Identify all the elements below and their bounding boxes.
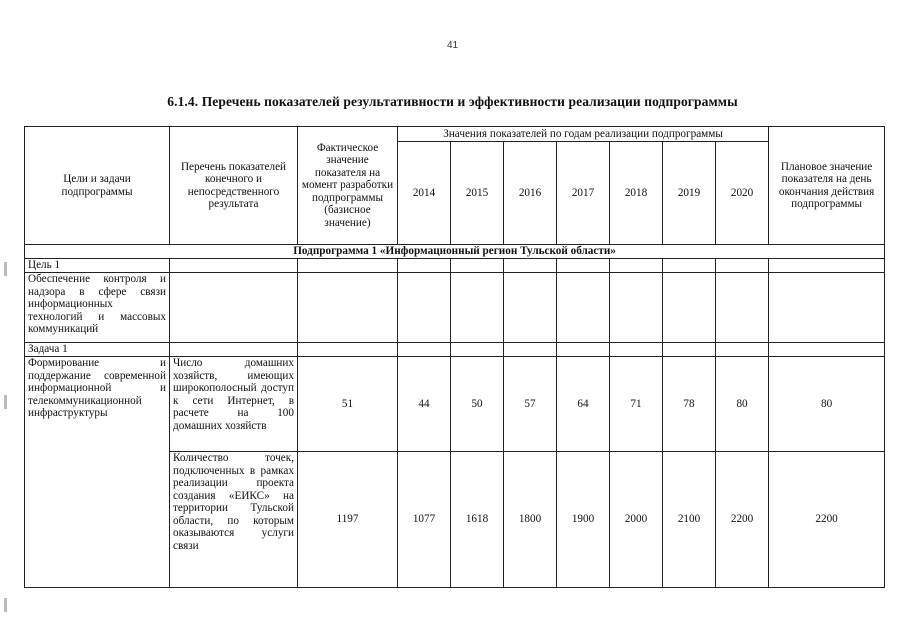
header-years-group: Значения показателей по годам реализации подпрограммы: [398, 127, 769, 142]
year-value-cell: 1800: [504, 452, 557, 588]
actual-value-cell: 1197: [298, 452, 398, 588]
task-label: Задача 1: [25, 343, 170, 357]
year-value-cell: 2200: [716, 452, 769, 588]
year-value-cell: 71: [610, 357, 663, 452]
header-year: 2015: [451, 142, 504, 245]
header-year: 2016: [504, 142, 557, 245]
goal-label: Цель 1: [25, 259, 170, 273]
year-value-cell: 1900: [557, 452, 610, 588]
year-value-cell: 80: [716, 357, 769, 452]
page-title: 6.1.4. Перечень показателей результативности и эффективности реализации подпрограммы: [167, 94, 738, 109]
planned-value-cell: 80: [769, 357, 885, 452]
year-value-cell: 64: [557, 357, 610, 452]
indicators-table: [24, 126, 885, 588]
year-value-cell: 78: [663, 357, 716, 452]
header-year: 2017: [557, 142, 610, 245]
page-number: 41: [446, 40, 459, 51]
header-actual-value: Фактическое значение показателя на момент разработки подпрограммы (базисное значение): [298, 127, 398, 245]
table-row: [25, 357, 885, 452]
year-value-cell: 50: [451, 357, 504, 452]
subprogram-title: Подпрограмма 1 «Информационный регион Тульской области»: [25, 245, 885, 259]
year-value-cell: 1077: [398, 452, 451, 588]
scan-edge-mark: [4, 598, 7, 612]
header-year: 2018: [610, 142, 663, 245]
year-value-cell: 2000: [610, 452, 663, 588]
header-indicators: Перечень показателей конечного и непосредственного результата: [170, 127, 298, 245]
indicator-name: Количество точек, подключенных в рамках реализации проекта создания «ЕИКС» на территории Тульской области, по которым оказываются услуги связи: [170, 452, 298, 588]
year-value-cell: 1618: [451, 452, 504, 588]
planned-value-cell: 2200: [769, 452, 885, 588]
header-year: 2020: [716, 142, 769, 245]
year-value-cell: 2100: [663, 452, 716, 588]
header-year: 2014: [398, 142, 451, 245]
task-text: Формирование и поддержание современной информационной и телекоммуникационной инфраструктуры: [25, 357, 170, 588]
year-value-cell: 57: [504, 357, 557, 452]
goal-text: Обеспечение контроля и надзора в сфере связи информационных технологий и массовых коммуникаций: [25, 273, 170, 343]
scan-edge-mark: [4, 395, 7, 409]
header-year: 2019: [663, 142, 716, 245]
header-goals: Цели и задачи подпрограммы: [25, 127, 170, 245]
indicator-name: Число домашних хозяйств, имеющих широкополосный доступ к сети Интернет, в расчете на 100 домашних хозяйств: [170, 357, 298, 452]
year-value-cell: 44: [398, 357, 451, 452]
actual-value-cell: 51: [298, 357, 398, 452]
header-planned-value: Плановое значение показателя на день окончания действия подпрограммы: [769, 127, 885, 245]
scan-edge-mark: [4, 262, 7, 276]
